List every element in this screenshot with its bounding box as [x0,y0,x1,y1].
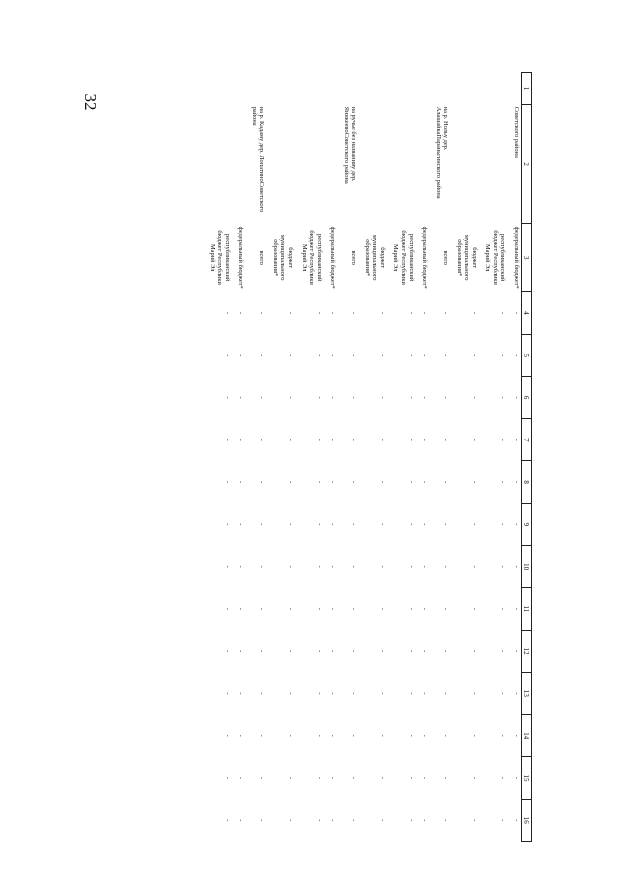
value-cell: - [286,650,294,653]
value-cell: - [258,819,266,822]
value-cell: - [258,734,266,737]
value-cell: - [442,396,450,399]
value-cell: - [350,776,358,780]
table-row [416,73,430,842]
value-cell: - [378,650,386,653]
column-header-4: 4 [522,292,532,334]
value-cell: - [378,396,386,399]
value-cell: - [237,354,245,357]
value-cell: - [407,607,415,610]
value-cell: - [421,354,429,357]
value-cell: - [350,438,358,441]
object-name-cell [266,105,295,224]
column-header-1: 1 [522,73,532,105]
value-cell: - [350,650,358,653]
value-cell: - [286,311,294,315]
value-cell: - [350,692,358,695]
value-cell: - [442,819,450,822]
column-number-row [522,73,532,842]
value-cell: - [378,311,386,315]
value-cell: - [499,650,507,653]
table-row [337,73,358,842]
table-body [203,73,521,842]
value-cell: - [258,523,266,526]
value-cell: - [286,523,294,526]
value-cell: - [499,311,507,315]
value-cell: - [350,565,358,568]
table-row [295,73,324,842]
value-cell: - [442,481,450,484]
value-cell: - [223,523,231,526]
object-name-cell [387,105,416,224]
value-cell: - [442,565,450,568]
value-cell: - [329,776,337,780]
value-cell: - [223,776,231,780]
value-cell: - [513,819,520,822]
value-cell: - [499,565,507,568]
column-header-10: 10 [522,546,532,588]
value-cell: - [407,734,415,737]
row-number-cell [387,73,416,105]
value-cell: - [258,607,266,610]
value-cell: - [237,481,245,484]
funding-source-cell: республиканский бюджет Республики Марий Эл [484,230,507,285]
value-cell: - [407,481,415,484]
value-cell: - [329,650,337,653]
value-cell: - [470,607,478,610]
value-cell: - [286,607,294,610]
value-cell: - [315,776,323,780]
value-cell: - [421,396,429,399]
value-cell: - [223,819,231,822]
value-cell: - [421,523,429,526]
funding-source-cell: федеральный бюджет* [329,226,337,289]
value-cell: - [237,692,245,695]
value-cell: - [258,692,266,695]
value-cell: - [315,354,323,357]
value-cell: - [499,776,507,780]
value-cell: - [315,311,323,315]
table-row [232,73,246,842]
column-header-12: 12 [522,630,532,672]
value-cell: - [258,438,266,441]
value-cell: - [258,650,266,653]
value-cell: - [470,650,478,653]
value-cell: - [350,819,358,822]
row-number-cell [450,73,479,105]
value-cell: - [407,396,415,399]
value-cell: - [407,565,415,568]
row-number-cell [295,73,324,105]
object-name-cell: на р. Кадаму дер. ЛопатиноСоветского района [250,106,266,213]
funding-source-cell: федеральный бюджет* [237,226,245,289]
value-cell: - [237,650,245,653]
value-cell: - [315,734,323,737]
value-cell: - [315,692,323,695]
budget-table [203,72,532,842]
value-cell: - [442,734,450,737]
value-cell: - [513,354,520,357]
value-cell: - [315,396,323,399]
value-cell: - [350,607,358,610]
value-cell: - [237,523,245,526]
value-cell: - [470,396,478,399]
table-row [266,73,295,842]
column-header-14: 14 [522,715,532,757]
value-cell: - [499,523,507,526]
value-cell: - [286,776,294,780]
value-cell: - [499,396,507,399]
value-cell: - [237,819,245,822]
object-name-cell: на р. Нольу дер. АлашайкаПараньгинского района [434,106,450,199]
row-number-cell [337,73,358,105]
value-cell: - [378,607,386,610]
table-row [479,73,508,842]
value-cell: - [470,565,478,568]
value-cell: - [237,776,245,780]
row-number-cell [232,73,246,105]
value-cell: - [407,692,415,695]
value-cell: - [378,776,386,780]
value-cell: - [499,819,507,822]
column-header-3: 3 [522,223,532,291]
value-cell: - [223,734,231,737]
value-cell: - [329,354,337,357]
value-cell: - [407,311,415,315]
column-header-11: 11 [522,588,532,630]
object-name-cell [416,105,430,224]
value-cell: - [286,565,294,568]
value-cell: - [407,819,415,822]
value-cell: - [421,565,429,568]
value-cell: - [378,438,386,441]
value-cell: - [470,523,478,526]
rotated-table-page [112,72,532,842]
funding-source-cell: республиканский бюджет Республики Марий Эл [300,230,323,285]
object-name-cell: на ручье без названияу дер. ЯникеевоСоветского района [342,106,358,184]
value-cell: - [237,607,245,610]
value-cell: - [421,819,429,822]
value-cell: - [258,565,266,568]
column-header-8: 8 [522,461,532,503]
funding-source-cell: республиканский бюджет Республики Марий Эл [208,230,231,285]
value-cell: - [470,692,478,695]
funding-source-cell: федеральный бюджет* [513,226,520,289]
value-cell: - [237,311,245,315]
value-cell: - [237,396,245,399]
funding-source-cell: всего [350,250,358,265]
value-cell: - [223,650,231,653]
value-cell: - [421,607,429,610]
value-cell: - [442,692,450,695]
value-cell: - [421,776,429,780]
value-cell: - [223,354,231,357]
value-cell: - [286,396,294,399]
value-cell: - [329,607,337,610]
column-header-7: 7 [522,419,532,461]
page-number: 32 [81,93,100,111]
value-cell: - [442,311,450,315]
value-cell: - [378,692,386,695]
value-cell: - [442,607,450,610]
column-header-13: 13 [522,672,532,714]
value-cell: - [315,565,323,568]
table-row [450,73,479,842]
value-cell: - [329,438,337,441]
value-cell: - [499,734,507,737]
value-cell: - [513,692,520,695]
table-row [507,73,521,842]
value-cell: - [329,481,337,484]
object-name-cell: Советского района [513,106,520,158]
value-cell: - [329,734,337,737]
table-row [324,73,338,842]
value-cell: - [442,523,450,526]
value-cell: - [442,438,450,441]
value-cell: - [421,650,429,653]
value-cell: - [470,819,478,822]
column-header-9: 9 [522,503,532,545]
row-number-cell [479,73,508,105]
value-cell: - [315,438,323,441]
value-cell: - [421,311,429,315]
object-name-cell [479,105,508,224]
value-cell: - [350,734,358,737]
value-cell: - [513,523,520,526]
value-cell: - [378,734,386,737]
value-cell: - [286,354,294,357]
value-cell: - [407,438,415,441]
value-cell: - [513,776,520,780]
funding-source-cell: всего [442,250,450,265]
value-cell: - [223,692,231,695]
value-cell: - [499,481,507,484]
value-cell: - [258,354,266,357]
value-cell: - [442,650,450,653]
object-name-cell [450,105,479,224]
value-cell: - [513,311,520,315]
funding-source-cell: федеральный бюджет* [421,226,429,289]
object-name-cell [203,105,232,224]
value-cell: - [499,438,507,441]
row-number-cell [203,73,232,105]
funding-source-cell: бюджет муниципального образования* [363,234,386,281]
row-number-cell [507,73,521,105]
value-cell: - [329,692,337,695]
value-cell: - [329,311,337,315]
value-cell: - [329,819,337,822]
column-header-16: 16 [522,799,532,841]
object-name-cell [324,105,338,224]
row-number-cell [266,73,295,105]
value-cell: - [350,396,358,399]
value-cell: - [421,692,429,695]
value-cell: - [329,565,337,568]
value-cell: - [470,438,478,441]
value-cell: - [513,481,520,484]
value-cell: - [470,311,478,315]
row-number-cell [245,73,266,105]
value-cell: - [286,438,294,441]
row-number-cell [324,73,338,105]
value-cell: - [421,734,429,737]
funding-source-cell: всего [258,250,266,265]
value-cell: - [513,734,520,737]
value-cell: - [315,523,323,526]
value-cell: - [286,692,294,695]
value-cell: - [258,481,266,484]
value-cell: - [223,311,231,315]
value-cell: - [315,481,323,484]
value-cell: - [442,354,450,357]
value-cell: - [407,776,415,780]
value-cell: - [223,481,231,484]
value-cell: - [258,311,266,315]
object-name-cell [232,105,246,224]
value-cell: - [286,481,294,484]
value-cell: - [350,354,358,357]
object-name-cell [358,105,387,224]
value-cell: - [315,819,323,822]
funding-source-cell: бюджет муниципального образования* [455,234,478,281]
value-cell: - [329,523,337,526]
column-header-15: 15 [522,757,532,799]
object-name-cell [295,105,324,224]
value-cell: - [513,438,520,441]
table-row [429,73,450,842]
value-cell: - [442,776,450,780]
value-cell: - [329,396,337,399]
value-cell: - [513,607,520,610]
table-row [245,73,266,842]
table-row [387,73,416,842]
value-cell: - [237,438,245,441]
value-cell: - [499,607,507,610]
value-cell: - [470,776,478,780]
value-cell: - [407,650,415,653]
value-cell: - [421,481,429,484]
value-cell: - [513,650,520,653]
row-number-cell [416,73,430,105]
value-cell: - [407,354,415,357]
value-cell: - [258,396,266,399]
value-cell: - [378,354,386,357]
value-cell: - [315,650,323,653]
value-cell: - [315,607,323,610]
table-row [203,73,232,842]
column-header-6: 6 [522,376,532,418]
value-cell: - [223,438,231,441]
value-cell: - [237,734,245,737]
row-number-cell [358,73,387,105]
value-cell: - [378,819,386,822]
value-cell: - [421,438,429,441]
value-cell: - [223,396,231,399]
value-cell: - [237,565,245,568]
value-cell: - [223,565,231,568]
value-cell: - [513,565,520,568]
funding-source-cell: бюджет муниципального образования* [271,234,294,281]
value-cell: - [499,692,507,695]
value-cell: - [350,481,358,484]
value-cell: - [350,311,358,315]
value-cell: - [470,481,478,484]
value-cell: - [513,396,520,399]
table-row [358,73,387,842]
value-cell: - [350,523,358,526]
value-cell: - [286,819,294,822]
value-cell: - [499,354,507,357]
value-cell: - [378,481,386,484]
column-header-5: 5 [522,334,532,376]
value-cell: - [286,734,294,737]
row-number-cell [429,73,450,105]
value-cell: - [258,776,266,780]
value-cell: - [378,523,386,526]
value-cell: - [378,565,386,568]
value-cell: - [470,734,478,737]
value-cell: - [223,607,231,610]
funding-source-cell: республиканский бюджет Республики Марий Эл [392,230,415,285]
value-cell: - [470,354,478,357]
column-header-2: 2 [522,105,532,224]
value-cell: - [407,523,415,526]
